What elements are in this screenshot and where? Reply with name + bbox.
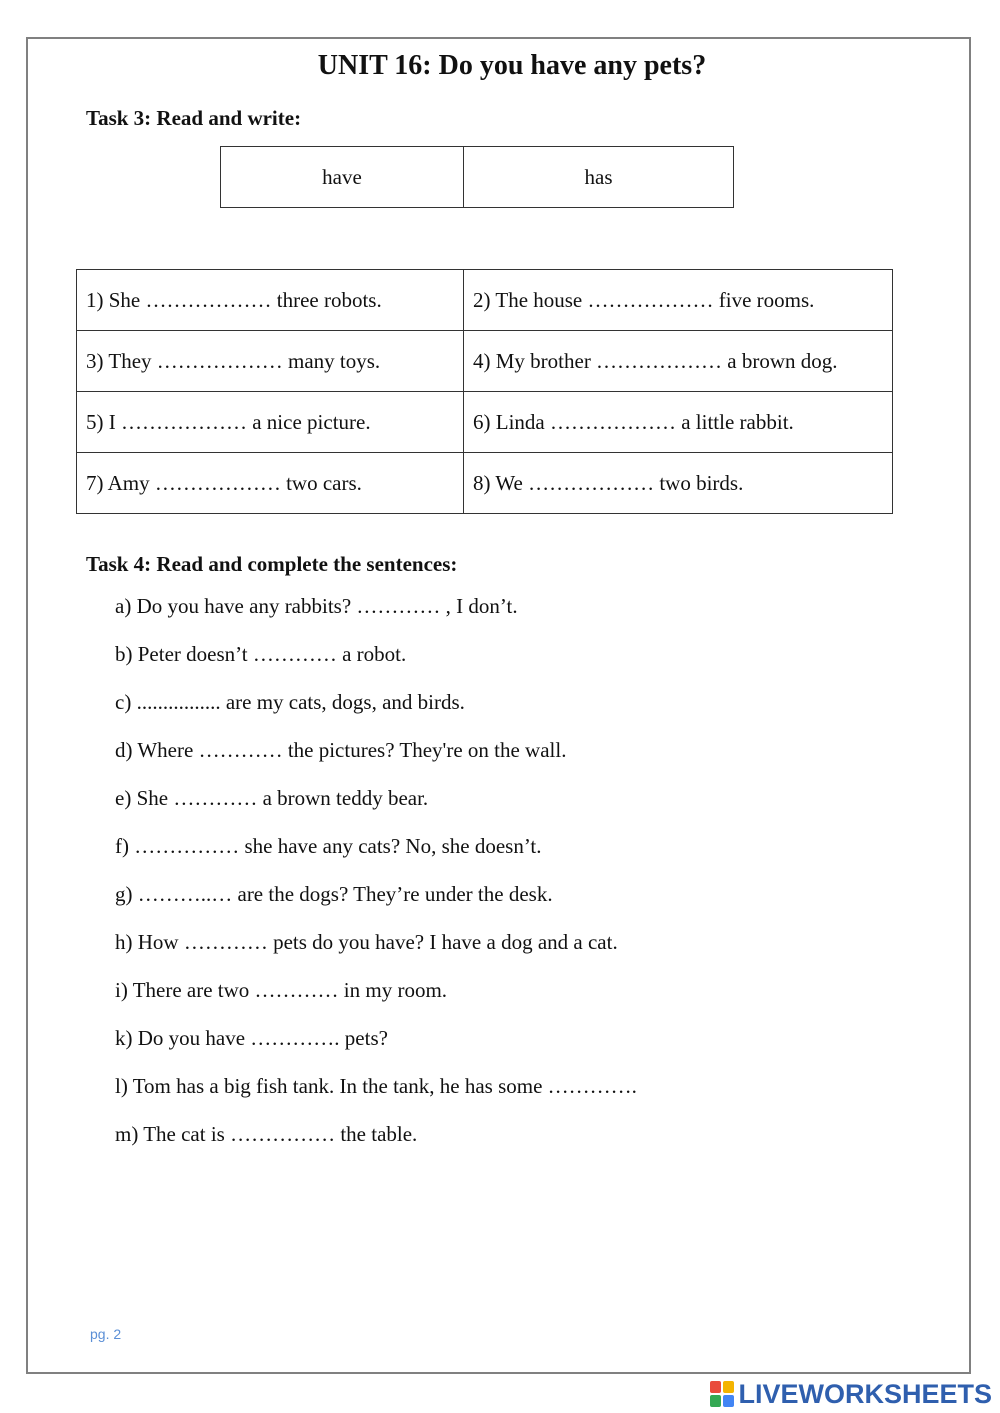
exercise-cell[interactable]: 6) Linda ……………… a little rabbit. (464, 392, 893, 453)
list-item[interactable]: h) How ………… pets do you have? I have a dog and a cat. (115, 930, 618, 954)
page-number: pg. 2 (90, 1326, 122, 1342)
table-row (77, 453, 893, 514)
liveworksheets-icon (710, 1381, 734, 1407)
word-option: has (464, 147, 734, 208)
list-item[interactable]: m) The cat is …………… the table. (115, 1122, 418, 1146)
table-row (77, 331, 893, 392)
exercise-cell[interactable]: 4) My brother ……………… a brown dog. (464, 331, 893, 392)
brand-name: LIVEWORKSHEETS (738, 1378, 992, 1409)
exercise-cell[interactable]: 2) The house ……………… five rooms. (464, 270, 893, 331)
list-item[interactable]: k) Do you have …………. pets? (115, 1026, 388, 1050)
list-item[interactable]: a) Do you have any rabbits? ………… , I don’t. (115, 594, 518, 618)
table-row (77, 270, 893, 331)
brand-logo[interactable] (710, 1378, 992, 1410)
task3-heading: Task 3: Read and write: (86, 106, 302, 130)
exercise-cell[interactable]: 5) I ……………… a nice picture. (77, 392, 464, 453)
task4-heading: Task 4: Read and complete the sentences: (86, 552, 458, 576)
list-item[interactable]: l) Tom has a big fish tank. In the tank, he has some …………. (115, 1074, 637, 1098)
list-item[interactable]: i) There are two ………… in my room. (115, 978, 448, 1002)
list-item[interactable]: d) Where ………… the pictures? They're on the wall. (115, 738, 567, 762)
exercise-cell[interactable]: 7) Amy ……………… two cars. (77, 453, 464, 514)
list-item[interactable]: e) She ………… a brown teddy bear. (115, 786, 429, 810)
word-option: have (221, 147, 464, 208)
exercise-cell[interactable]: 3) They ……………… many toys. (77, 331, 464, 392)
list-item[interactable]: c) ................ are my cats, dogs, and birds. (115, 690, 465, 714)
sentence-list (115, 590, 637, 1166)
word-box (220, 146, 734, 208)
list-item[interactable]: b) Peter doesn’t ………… a robot. (115, 642, 407, 666)
exercise-cell[interactable]: 8) We ……………… two birds. (464, 453, 893, 514)
task3-table (76, 269, 893, 514)
exercise-cell[interactable]: 1) She ……………… three robots. (77, 270, 464, 331)
page-title: UNIT 16: Do you have any pets? (317, 50, 707, 81)
list-item[interactable]: g) ………..… are the dogs? They’re under the desk. (115, 882, 553, 906)
list-item[interactable]: f) …………… she have any cats? No, she doesn’t. (115, 834, 542, 858)
table-row (77, 392, 893, 453)
